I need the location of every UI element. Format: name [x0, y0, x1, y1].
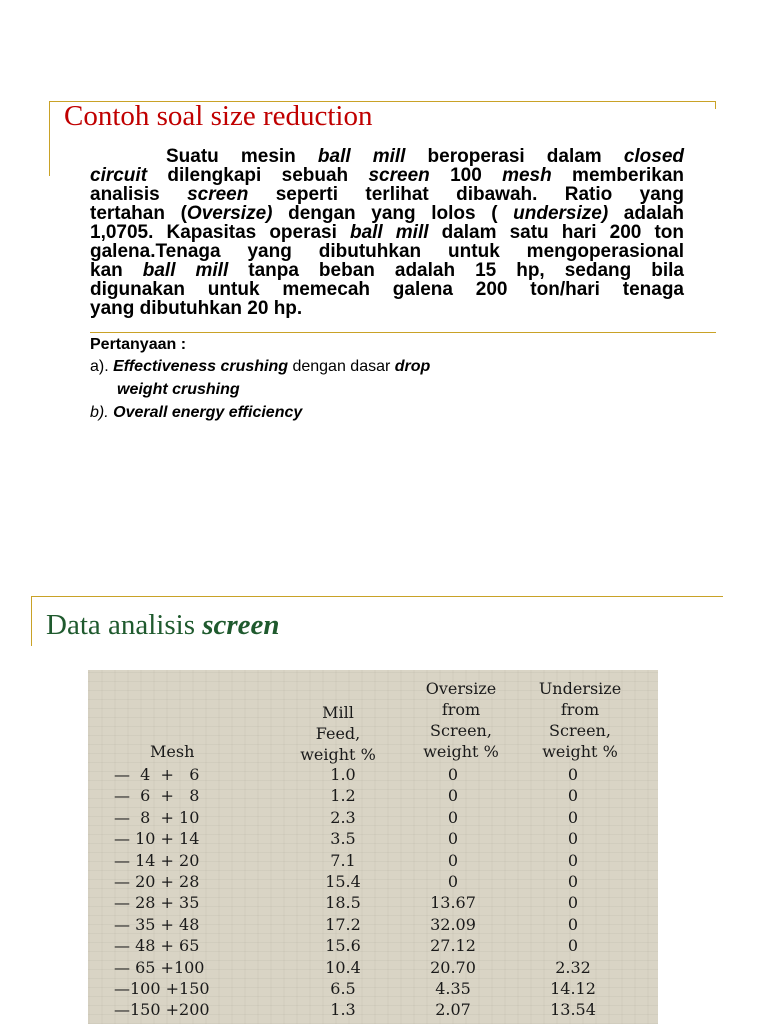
paragraph-segment: dalam satu hari 200 ton — [428, 222, 684, 243]
paragraph-segment: tertahan ( — [90, 203, 187, 224]
table-cell-undersize: 14.12 — [550, 979, 596, 998]
header-undersize-line2: from — [560, 700, 600, 719]
question-a-term: Effectiveness crushing — [113, 358, 289, 375]
paragraph-segment: galena.Tenaga yang dibutuhkan untuk mengoperasional — [90, 241, 684, 262]
paragraph-line — [90, 185, 684, 204]
paragraph-segment: 1,0705. Kapasitas operasi — [90, 222, 350, 243]
table-cell-oversize: 32.09 — [430, 914, 476, 934]
table-cell-undersize: 0 — [567, 893, 579, 913]
table-cell-mesh: —100 +150 — [114, 979, 210, 998]
slide2-title — [46, 609, 280, 642]
question-b — [90, 404, 302, 422]
table-cell-mesh: — 20 + 28 — [114, 872, 200, 891]
header-mill-feed — [288, 702, 388, 765]
slide1-accent-vertical — [49, 101, 50, 176]
table-cell-undersize: 0 — [567, 914, 579, 934]
question-a-line2: weight crushing — [117, 381, 240, 398]
problem-paragraph — [90, 147, 684, 318]
screen-analysis-table-scan — [88, 670, 658, 1024]
table-cell-undersize: 0 — [567, 807, 579, 827]
slide1-divider — [90, 332, 716, 333]
question-a-mid: dengan dasar — [288, 358, 395, 375]
table-cell-undersize: 0 — [567, 765, 579, 784]
question-a-prefix: a). — [90, 358, 114, 375]
table-cell-oversize: 27.12 — [430, 936, 476, 956]
question-heading: Pertanyaan : — [90, 336, 187, 353]
table-cell-undersize: 0 — [567, 786, 579, 806]
header-mesh: Mesh — [150, 742, 195, 761]
question-b-term: Overall energy efficiency — [113, 404, 303, 421]
paragraph-segment: closed — [623, 146, 685, 167]
paragraph-line — [90, 166, 684, 185]
table-cell-mill-feed: 15.4 — [325, 872, 361, 891]
table-cell-oversize: 13.67 — [430, 893, 476, 913]
table-cell-oversize: 2.07 — [435, 1000, 471, 1020]
table-cell-undersize: 0 — [567, 829, 579, 849]
paragraph-segment: screen — [368, 165, 430, 186]
table-cell-mesh: — 48 + 65 — [114, 936, 200, 956]
question-b-prefix: b). — [90, 404, 114, 421]
table-cell-mesh: — 4 + 6 — [114, 765, 200, 784]
slide1-accent-tick — [715, 101, 716, 109]
table-cell-mill-feed: 10.4 — [325, 957, 361, 977]
table-cell-mill-feed: 2.3 — [330, 807, 356, 827]
paragraph-segment: 100 — [429, 165, 503, 186]
paragraph-segment: circuit — [90, 165, 148, 186]
paragraph-segment: adalah — [608, 203, 684, 224]
paragraph-segment: digunakan untuk memecah galena 200 ton/hari tenaga — [90, 279, 684, 300]
table-cell-mesh: — 14 + 20 — [114, 850, 200, 870]
table-cell-mesh: — 65 +100 — [114, 957, 205, 977]
paragraph-line — [90, 299, 684, 318]
table-cell-mill-feed: 6.5 — [330, 979, 356, 998]
slide1-title: Contoh soal size reduction — [64, 100, 373, 132]
table-cell-mesh: — 6 + 8 — [114, 786, 200, 806]
table-cell-undersize: 2.32 — [555, 957, 591, 977]
paragraph-line — [90, 147, 684, 166]
table-cell-undersize: 0 — [567, 850, 579, 870]
table-cell-mesh: —150 +200 — [114, 1000, 210, 1020]
table-cell-mill-feed: 1.2 — [330, 786, 356, 806]
header-oversize — [406, 678, 516, 762]
table-cell-mesh: — 10 + 14 — [114, 829, 200, 849]
table-cell-oversize: 4.35 — [435, 979, 471, 998]
paragraph-segment: tanpa beban adalah 15 hp, sedang bila — [228, 260, 684, 281]
table-cell-mesh: — 35 + 48 — [114, 914, 200, 934]
paragraph-segment: seperti terlihat dibawah. Ratio yang — [248, 184, 684, 205]
table-cell-undersize: 0 — [567, 936, 579, 956]
header-undersize-line1: Undersize — [538, 679, 622, 698]
paragraph-segment: Oversize) — [186, 203, 273, 224]
slide2-title-plain: Data analisis — [46, 609, 203, 641]
header-mill-feed-line3: weight % — [300, 745, 376, 764]
header-mill-feed-line1: Mill — [322, 703, 354, 722]
slide2-accent-horizontal — [31, 596, 723, 597]
paragraph-line — [90, 204, 684, 223]
paragraph-segment: kan — [90, 260, 143, 281]
table-cell-mesh: — 28 + 35 — [114, 893, 200, 913]
table-cell-undersize: 13.54 — [550, 1000, 596, 1020]
table-cell-mill-feed: 17.2 — [325, 914, 361, 934]
header-oversize-line2: from — [441, 700, 481, 719]
paragraph-segment: dilengkapi sebuah — [147, 165, 369, 186]
table-cell-mill-feed: 3.5 — [330, 829, 356, 849]
paragraph-segment: analisis — [90, 184, 188, 205]
table-cell-oversize: 0 — [447, 872, 459, 891]
table-cell-mesh: — 8 + 10 — [114, 807, 200, 827]
table-cell-oversize: 0 — [447, 829, 459, 849]
paragraph-segment: screen — [187, 184, 249, 205]
table-cell-oversize: 20.70 — [430, 957, 476, 977]
paragraph-segment: ball mill — [142, 260, 229, 281]
paragraph-segment: memberikan — [551, 165, 684, 186]
table-cell-oversize: 0 — [447, 765, 459, 784]
table-cell-undersize: 0 — [567, 872, 579, 891]
header-undersize-line4: weight % — [542, 742, 618, 761]
question-a — [90, 358, 430, 376]
table-cell-mill-feed: 1.0 — [330, 765, 356, 784]
paragraph-line — [90, 261, 684, 280]
table-cell-oversize: 0 — [447, 850, 459, 870]
table-cell-mill-feed: 15.6 — [325, 936, 361, 956]
paragraph-segment: beroperasi dalam — [405, 146, 624, 167]
table-cell-oversize: 0 — [447, 807, 459, 827]
paragraph-line — [90, 280, 684, 299]
table-cell-oversize: 0 — [447, 786, 459, 806]
header-oversize-line1: Oversize — [425, 679, 497, 698]
paragraph-segment: ball mill — [317, 146, 406, 167]
table-cell-mill-feed: 18.5 — [325, 893, 361, 913]
paragraph-segment: dengan yang lolos ( — [272, 203, 514, 224]
header-oversize-line3: Screen, — [430, 721, 492, 740]
paragraph-segment: yang dibutuhkan 20 hp. — [90, 298, 303, 319]
paragraph-segment: mesh — [502, 165, 552, 186]
paragraph-segment: ball mill — [349, 222, 429, 243]
paragraph-segment: Suatu mesin — [166, 146, 318, 167]
header-mill-feed-line2: Feed, — [315, 724, 361, 743]
paragraph-segment: undersize) — [513, 203, 609, 224]
header-undersize — [520, 678, 640, 762]
paragraph-line — [90, 223, 684, 242]
question-a-term2: drop — [394, 358, 431, 375]
header-oversize-line4: weight % — [423, 742, 499, 761]
header-undersize-line3: Screen, — [549, 721, 611, 740]
slide2-title-emph: screen — [202, 609, 280, 641]
paragraph-line — [90, 242, 684, 261]
table-cell-mill-feed: 1.3 — [330, 1000, 356, 1020]
slide2-accent-vertical — [31, 596, 32, 646]
table-cell-mill-feed: 7.1 — [330, 850, 356, 870]
